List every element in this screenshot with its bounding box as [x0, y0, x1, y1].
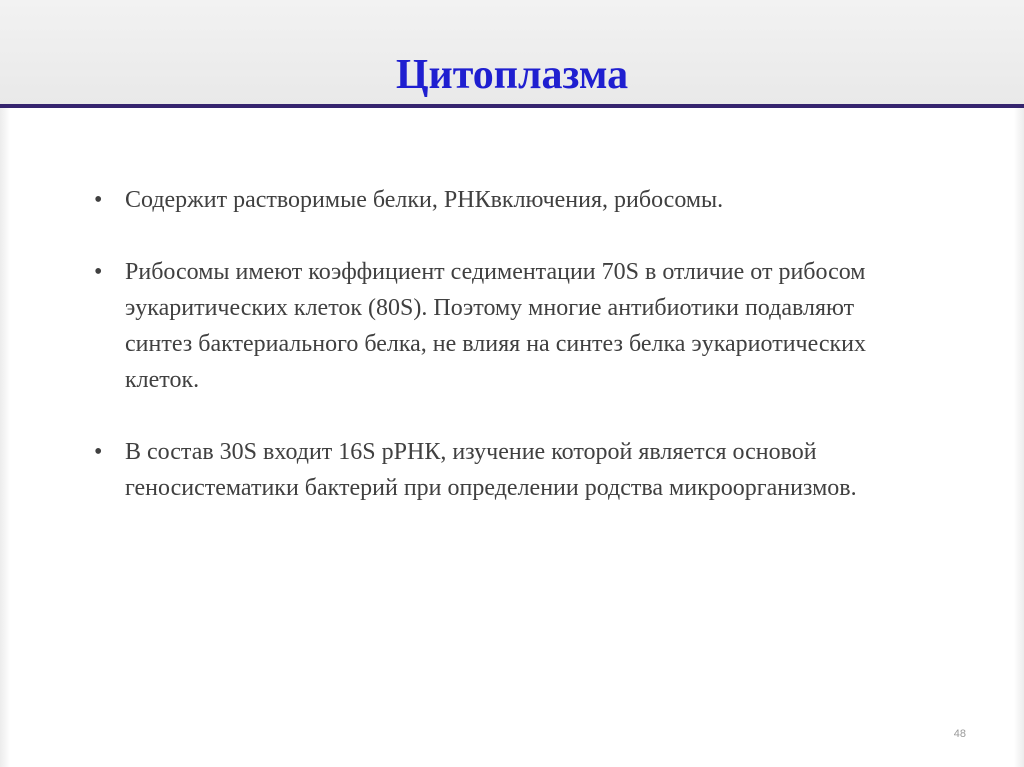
bullet-text: Рибосомы имеют коэффициент седиментации 70S в отличие от рибосом эукаритических клеток (80S). Поэтому многие антибиотики подавляют синтез бактериального белка, не влияя на синтез белка эукариотических клеток. — [125, 259, 867, 393]
page-number: 48 — [953, 728, 966, 740]
bullet-icon: • — [94, 259, 103, 285]
bullet-item — [88, 434, 908, 506]
right-edge-shadow — [1014, 108, 1024, 767]
bullet-text: В состав 30S входит 16S рРНК, изучение которой является основой геносистематики бактерий при определении родства микроорганизмов. — [125, 439, 857, 501]
bullet-item — [88, 182, 908, 218]
bullet-text: Содержит растворимые белки, РНКвключения, рибосомы. — [125, 187, 724, 213]
left-edge-shadow — [0, 108, 10, 767]
bullet-item — [88, 254, 908, 398]
bullet-icon: • — [94, 187, 103, 213]
slide-title: Цитоплазма — [395, 52, 629, 98]
bullet-list — [88, 182, 908, 506]
bullet-icon: • — [94, 439, 103, 465]
title-divider — [0, 104, 1024, 108]
